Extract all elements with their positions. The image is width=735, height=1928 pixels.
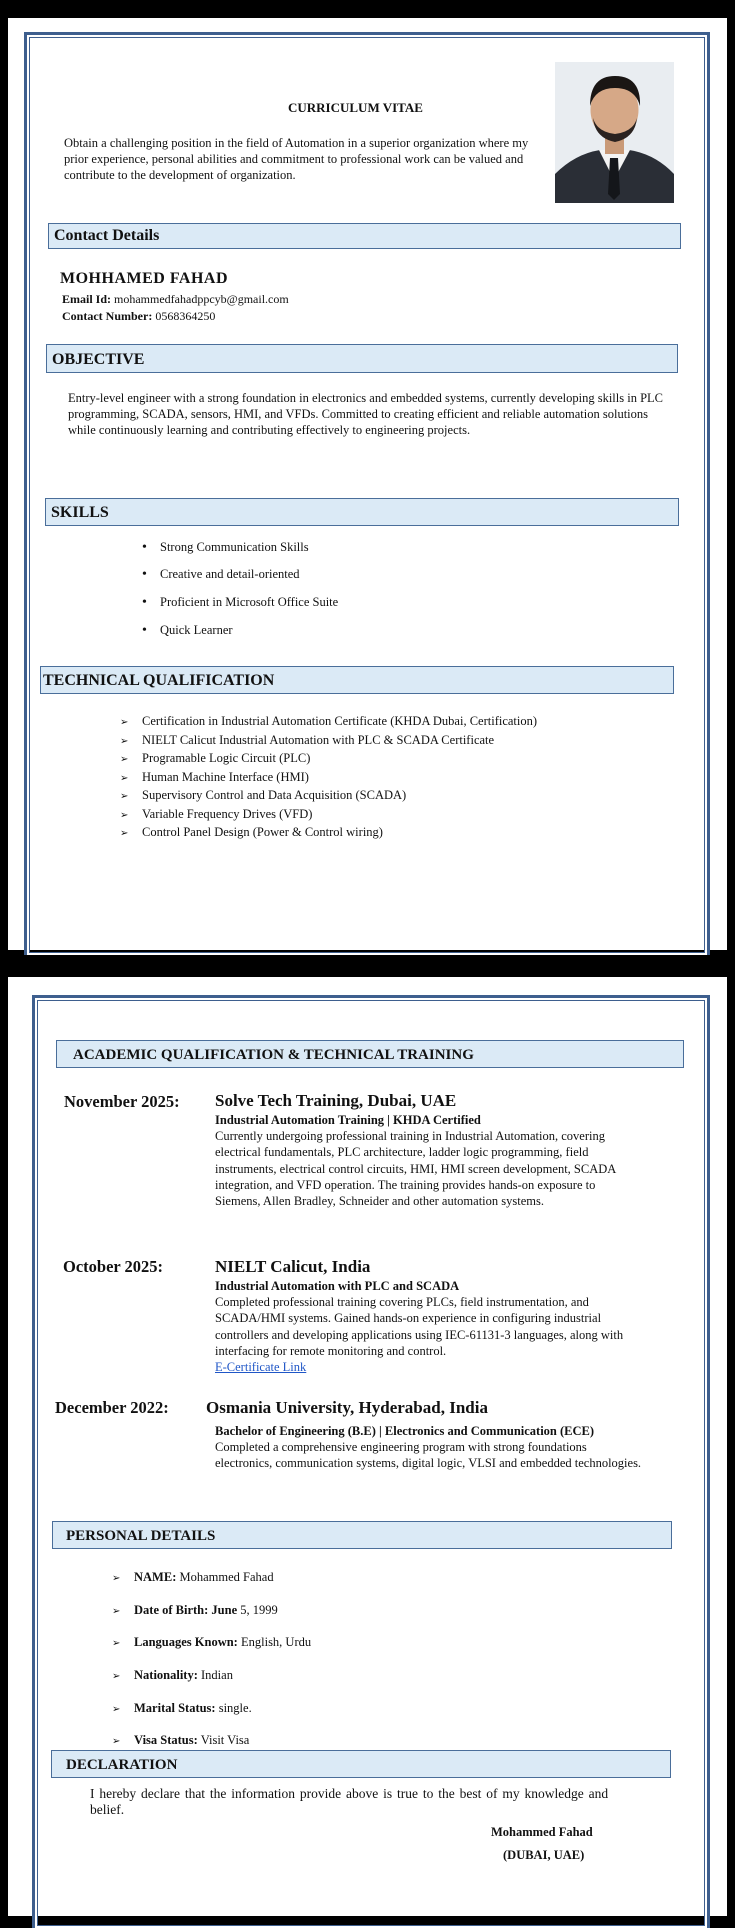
personal-item: ➢ Marital Status: single. [112, 1701, 252, 1715]
declaration-text: I hereby declare that the information provide above is true to the best of my knowledge and belief. [90, 1786, 609, 1817]
email-label: Email Id: [62, 292, 112, 306]
skills-heading: SKILLS [45, 498, 679, 526]
email-value: mohammedfahadppcyb@gmail.com [114, 292, 289, 306]
signature-location: (DUBAI, UAE) [503, 1848, 585, 1862]
skill-item: • Quick Learner [160, 623, 233, 638]
certificate-link[interactable]: E-Certificate Link [215, 1360, 307, 1375]
entry-date: November 2025: [64, 1092, 180, 1111]
personal-heading: PERSONAL DETAILS [52, 1521, 672, 1549]
signature-name: Mohammed Fahad [491, 1825, 593, 1839]
personal-item: ➢ Date of Birth: June 5, 1999 [112, 1603, 278, 1617]
entry-subtitle: Industrial Automation with PLC and SCADA [215, 1279, 460, 1293]
entry-subtitle: Bachelor of Engineering (B.E) | Electronics and Communication (ECE) [215, 1424, 595, 1438]
personal-item: ➢ Visa Status: Visit Visa [112, 1733, 250, 1747]
entry-institution: NIELT Calicut, India [215, 1257, 371, 1276]
email-line [62, 291, 289, 307]
page-2 [8, 977, 727, 1916]
arrow-icon: ➢ [120, 809, 129, 821]
arrow-icon: ➢ [112, 1638, 121, 1649]
technical-item: ➢ Certification in Industrial Automation Certificate (KHDA Dubai, Certification) [120, 713, 537, 732]
arrow-icon: ➢ [120, 717, 129, 728]
technical-item: ➢ NIELT Calicut Industrial Automation with PLC & SCADA Certificate [120, 732, 537, 751]
entry-description: Completed professional training covering PLCs, field instrumentation, and SCADA/HMI systems. Gained hands-on experience in configuring industrial controllers and developing applications using IEC-61131-3 languages, along with interfacing for remote monitoring and control. [215, 1295, 624, 1358]
objective-heading: OBJECTIVE [46, 344, 678, 373]
arrow-icon: ➢ [112, 1671, 121, 1682]
profile-photo [555, 62, 674, 203]
phone-line [62, 308, 215, 324]
personal-item: ➢ Nationality: Indian [112, 1668, 233, 1682]
arrow-icon: ➢ [120, 772, 129, 784]
arrow-icon: ➢ [120, 754, 129, 765]
technical-list [120, 713, 537, 843]
technical-item: ➢ Variable Frequency Drives (VFD) [120, 806, 537, 825]
technical-item: ➢ Supervisory Control and Data Acquisition (SCADA) [120, 787, 537, 806]
skill-item: • Proficient in Microsoft Office Suite [160, 595, 338, 610]
personal-item: ➢ Languages Known: English, Urdu [112, 1635, 312, 1649]
entry-description: Completed a comprehensive engineering program with strong foundations electronics, communication systems, digital logic, VLSI and embedded technologies. [215, 1440, 642, 1471]
phone-label: Contact Number: [62, 309, 153, 323]
candidate-name: MOHHAMED FAHAD [60, 270, 229, 287]
arrow-icon: ➢ [120, 791, 129, 802]
entry-institution: Osmania University, Hyderabad, India [206, 1398, 488, 1417]
page-1 [8, 18, 727, 950]
entry-institution: Solve Tech Training, Dubai, UAE [215, 1091, 457, 1110]
entry-body [215, 1423, 645, 1472]
phone-value: 0568364250 [155, 309, 216, 323]
entry-body [215, 1112, 625, 1209]
arrow-icon: ➢ [112, 1606, 121, 1617]
technical-item: ➢ Control Panel Design (Power & Control wiring) [120, 824, 537, 843]
entry-subtitle: Industrial Automation Training | KHDA Certified [215, 1113, 481, 1127]
arrow-icon: ➢ [112, 1704, 121, 1715]
entry-date: December 2022: [55, 1398, 169, 1417]
arrow-icon: ➢ [120, 735, 129, 747]
skill-item: • Strong Communication Skills [160, 540, 309, 555]
technical-heading: TECHNICAL QUALIFICATION [40, 666, 674, 694]
arrow-icon: ➢ [112, 1573, 121, 1584]
personal-item: ➢ NAME: Mohammed Fahad [112, 1570, 274, 1584]
skill-item: • Creative and detail-oriented [160, 567, 300, 582]
cv-title: CURRICULUM VITAE [288, 100, 423, 115]
entry-date: October 2025: [63, 1257, 164, 1276]
technical-item: ➢ Human Machine Interface (HMI) [120, 769, 537, 788]
arrow-icon: ➢ [112, 1736, 121, 1747]
academic-heading: ACADEMIC QUALIFICATION & TECHNICAL TRAINING [56, 1040, 684, 1068]
intro-text: Obtain a challenging position in the field of Automation in a superior organization where my prior experience, personal abilities and commitment to professional work can be valued and contribute to the development of organization. [64, 136, 529, 182]
arrow-icon: ➢ [120, 828, 129, 839]
declaration-heading: DECLARATION [51, 1750, 671, 1778]
contact-heading: Contact Details [48, 223, 681, 249]
entry-body [215, 1278, 625, 1375]
entry-description: Currently undergoing professional training in Industrial Automation, covering electrical fundamentals, PLC architecture, ladder logic programming, field instruments, electrical control circuits, HMI, HMI screen development, SCADA integration, and VFD operation. The training provides hands-on exposure to Siemens, Allen Bradley, Schneider and other automation systems. [215, 1129, 616, 1209]
objective-text: Entry-level engineer with a strong foundation in electronics and embedded systems, currently developing skills in PLC programming, SCADA, sensors, HMI, and VFDs. Committed to creating efficient and reliable automation solutions while continuously learning and contributing effectively to engineering projects. [68, 391, 664, 437]
technical-item: ➢ Programable Logic Circuit (PLC) [120, 750, 537, 769]
